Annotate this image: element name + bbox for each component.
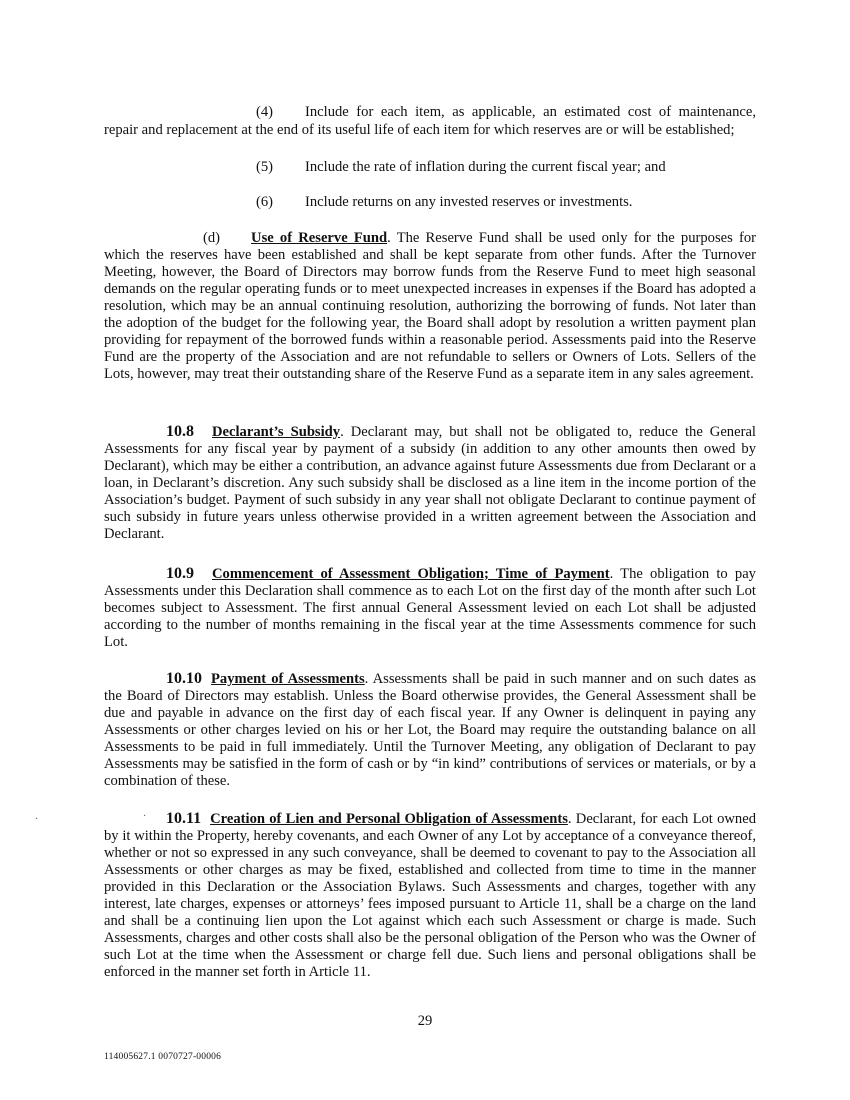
section-body: . Assessments shall be paid in such manner and on such dates as the Board of Directors may establish. Unless the Board otherwise provides, the General Assessment shall be due and payable in advance on the first day of each fiscal year. If any Owner is delinquent in paying any Assessments or other charges levied on his or her Lot, the Board may require the outstanding balance on all Assessments to be paid in full immediately. Until the Turnover Meeting, any obligation of Declarant to pay Assessments may be satisfied in the form of cash or by “in kind” contributions of services or materials, or by a combination of these. [104, 671, 756, 789]
scan-speck: · [143, 811, 147, 822]
list-item-text: Include for each item, as applicable, an estimated cost of maintenance, [305, 104, 756, 120]
subsection-label: (d) [203, 230, 221, 246]
section-number: 10.10 [166, 670, 202, 687]
section-10-9-paragraph [104, 565, 756, 651]
section-10-8-paragraph [104, 423, 756, 543]
section-number: 10.8 [166, 423, 194, 440]
section-heading: Payment of Assessments [211, 671, 365, 687]
section-heading: Creation of Lien and Personal Obligation of Assessments [210, 811, 568, 827]
section-heading: Declarant’s Subsidy [212, 424, 341, 440]
document-id: 114005627.1 0070727-00006 [104, 1052, 222, 1062]
section-heading: Commencement of Assessment Obligation; Time of Payment [212, 566, 610, 582]
subsection-heading: Use of Reserve Fund [251, 230, 388, 246]
section-body: . Declarant, for each Lot owned by it within the Property, hereby covenants, and each Owner of any Lot by acceptance of a conveyance thereof, whether or not so expressed in any such conveyance, shall be deemed to covenant to pay to the Association all Assessments or other charges as may be fixed, established and collected from time to time in the manner provided in this Declaration or the Association Bylaws. Such Assessments and charges, together with any interest, late charges, expenses or attorneys’ fees imposed pursuant to Article 11, shall be a charge on the land and shall be a continuing lien upon the Lot against which each such Assessment or charge is made. Such Assessments, charges and other costs shall also be the personal obligation of the Person who was the Owner of such Lot at the time when the Assessment or charge fell due. Such liens and personal obligations shall be enforced in the manner set forth in Article 11. [104, 811, 756, 980]
subsection-body: . The Reserve Fund shall be used only for the purposes for which the reserves have been established and shall be kept separate from other funds. After the Turnover Meeting, however, the Board of Directors may borrow funds from the Reserve Fund to meet high seasonal demands on the regular operating funds or to meet unexpected increases in expenses if the Board has adopted a resolution, which may be an annual continuing resolution, authorizing the borrowing of funds. Not later than the adoption of the budget for the following year, the Board shall adopt by resolution a written payment plan providing for repayment of the borrowed funds within a reasonable period. Assessments paid into the Reserve Fund are the property of the Association and are not refundable to sellers or Owners of Lots. Sellers of the Lots, however, may treat their outstanding share of the Reserve Fund as a separate item in any sales agreement. [104, 230, 756, 382]
section-number: 10.11 [166, 810, 202, 827]
list-item-number: (5) [256, 159, 274, 175]
section-body: . The obligation to pay Assessments under this Declaration shall commence as to each Lot on the first day of the month after such Lot becomes subject to Assessment. The first annual General Assessment levied on each Lot shall be adjusted according to the number of months remaining in the fiscal year at the time Assessments commence for such Lot. [104, 566, 756, 650]
list-item-number: (6) [256, 194, 274, 210]
subsection-d-paragraph [104, 230, 756, 383]
list-item-text: Include returns on any invested reserves or investments. [305, 194, 633, 210]
section-10-11-paragraph [104, 810, 756, 981]
list-item-number: (4) [256, 104, 274, 120]
list-item-text: Include the rate of inflation during the current fiscal year; and [305, 159, 666, 175]
page-number: 29 [417, 1013, 433, 1029]
list-item-text-continued: repair and replacement at the end of its useful life of each item for which reserves are or will be established; [104, 122, 735, 138]
scan-speck: · [35, 814, 39, 825]
section-10-10-paragraph [104, 670, 756, 790]
section-number: 10.9 [166, 565, 194, 582]
section-body: . Declarant may, but shall not be obligated to, reduce the General Assessments for any fiscal year by payment of a subsidy (in addition to any other amounts then owed by Declarant), which may be either a contribution, an advance against future Assessments due from Declarant or a loan, in Declarant’s discretion. Any such subsidy shall be disclosed as a line item in the income portion of the Association’s budget. Payment of such subsidy in any year shall not obligate Declarant to continue payment of such subsidy in future years unless otherwise provided in a written agreement between the Association and Declarant. [104, 424, 756, 542]
